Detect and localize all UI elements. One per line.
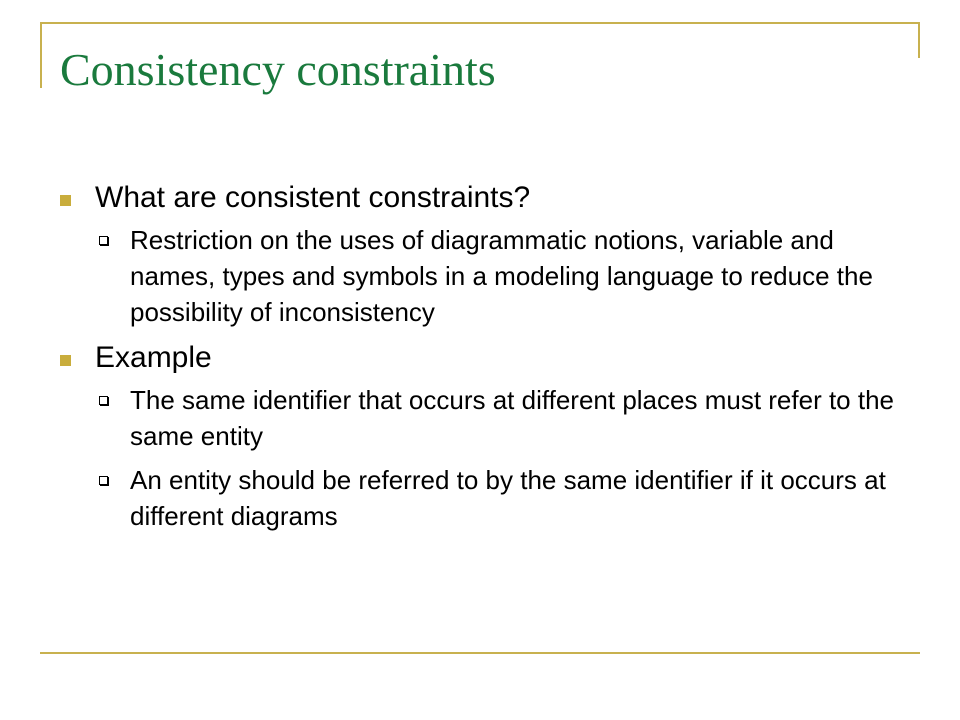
bullet-item-example: [60, 338, 900, 534]
sub-bullet-item: [95, 382, 900, 454]
slide-content: [60, 178, 900, 542]
sub-bullet-text: The same identifier that occurs at different places must refer to the same entity: [130, 385, 895, 451]
sub-bullet-item: [95, 222, 900, 330]
frame-bottom-line: [40, 652, 920, 654]
hollow-square-bullet-icon: [99, 396, 108, 405]
sub-bullet-text: An entity should be referred to by the same identifier if it occurs at different diagrams: [130, 465, 886, 531]
bullet-item-text: What are consistent constraints?: [95, 181, 531, 214]
frame-left-line: [40, 22, 42, 88]
bullet-item-what-are-constraints: [60, 178, 900, 330]
hollow-square-bullet-icon: [99, 236, 108, 245]
sub-bullet-list: [95, 382, 900, 534]
frame-right-line: [918, 22, 920, 58]
filled-square-bullet-icon: [60, 355, 71, 366]
frame-top-line: [40, 22, 920, 24]
sub-bullet-item: [95, 462, 900, 534]
sub-bullet-text: Restriction on the uses of diagrammatic notions, variable and names, types and symbols in a modeling language to reduce the possibility of inconsistency: [130, 225, 873, 327]
sub-bullet-list: [95, 222, 900, 330]
hollow-square-bullet-icon: [99, 476, 108, 485]
bullet-item-text: Example: [95, 341, 212, 374]
filled-square-bullet-icon: [60, 195, 71, 206]
slide-title: Consistency constraints: [60, 44, 496, 95]
